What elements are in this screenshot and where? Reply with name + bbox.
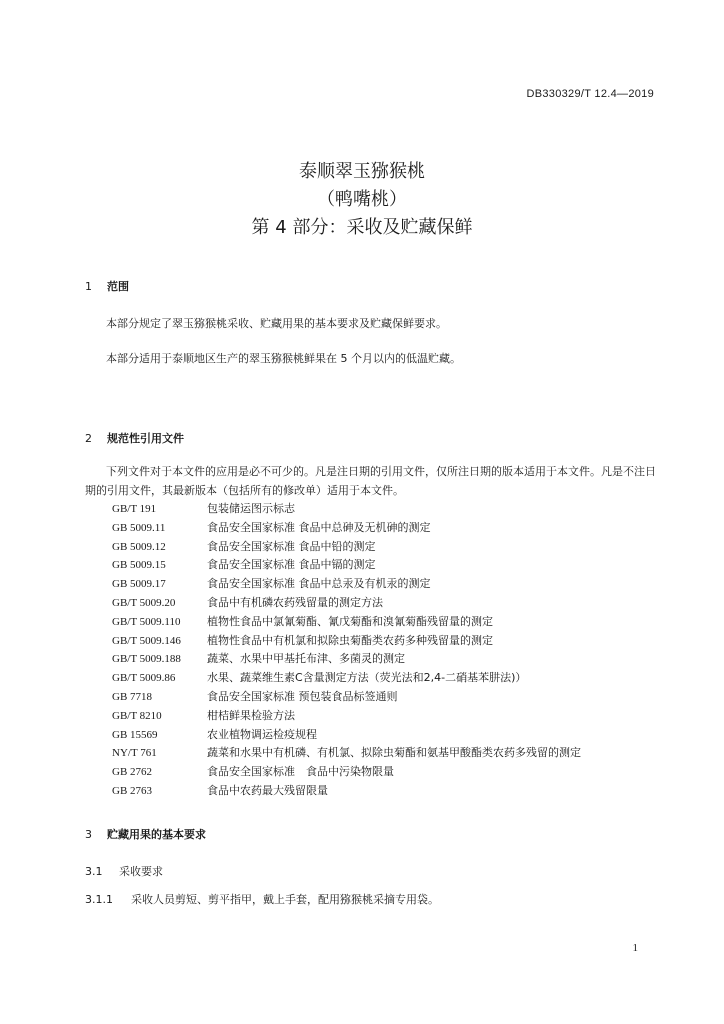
section-1-heading xyxy=(85,278,129,294)
reference-title: 食品中有机磷农药残留量的测定方法 xyxy=(207,595,383,609)
reference-code: GB/T 5009.110 xyxy=(112,615,181,628)
reference-title: 食品安全国家标准 预包装食品标签通则 xyxy=(207,689,398,703)
reference-row xyxy=(112,613,581,632)
document-code: DB330329/T 12.4—2019 xyxy=(526,88,654,100)
section-2-intro: 下列文件对于本文件的应用是必不可少的。凡是注日期的引用文件，仅所注日期的版本适用于本文件。凡是不注日期的引用文件，其最新版本（包括所有的修改单）适用于本文件。 xyxy=(85,465,656,497)
reference-row xyxy=(112,575,581,594)
reference-list xyxy=(112,500,581,801)
section-3-title: 贮藏用果的基本要求 xyxy=(107,828,206,841)
reference-code: GB 5009.11 xyxy=(112,521,166,534)
reference-title: 柑桔鲜果检验方法 xyxy=(207,708,295,722)
reference-row xyxy=(112,726,581,745)
reference-code: GB/T 5009.86 xyxy=(112,672,176,685)
section-1-paragraph-2: 本部分适用于泰顺地区生产的翠玉猕猴桃鲜果在 5 个月以内的低温贮藏。 xyxy=(106,352,461,365)
reference-code: NY/T 761 xyxy=(112,747,157,760)
reference-code: GB 5009.15 xyxy=(112,559,166,572)
subsection-3-1-1-text: 采收人员剪短、剪平指甲，戴上手套，配用猕猴桃采摘专用袋。 xyxy=(131,893,439,906)
reference-code: GB 15569 xyxy=(112,728,158,741)
reference-code: GB/T 5009.146 xyxy=(112,634,181,647)
reference-title: 食品安全国家标准 食品中铅的测定 xyxy=(207,539,376,553)
subsection-3-1-1-number: 3.1.1 xyxy=(85,893,113,906)
reference-code: GB 7718 xyxy=(112,690,153,703)
section-2-title: 规范性引用文件 xyxy=(107,432,184,445)
reference-code: GB 2763 xyxy=(112,784,153,797)
title-line-2: （鸭嘴桃） xyxy=(317,189,407,210)
subsection-3-1-1 xyxy=(85,891,439,907)
reference-row xyxy=(112,688,581,707)
reference-row xyxy=(112,763,581,782)
reference-code: GB/T 191 xyxy=(112,503,157,515)
reference-row xyxy=(112,594,581,613)
reference-title: 水果、蔬菜维生素C含量测定方法（荧光法和2,4-二硝基苯肼法)） xyxy=(207,671,527,685)
reference-row xyxy=(112,500,581,519)
reference-code: GB/T 8210 xyxy=(112,709,162,722)
reference-row xyxy=(112,782,581,801)
section-3-number: 3 xyxy=(85,828,92,841)
reference-row xyxy=(112,744,581,763)
reference-row xyxy=(112,707,581,726)
reference-code: GB 2762 xyxy=(112,766,153,779)
reference-code: GB/T 5009.20 xyxy=(112,596,176,609)
title-block xyxy=(0,158,724,242)
reference-row xyxy=(112,669,581,688)
reference-code: GB 5009.12 xyxy=(112,540,166,553)
reference-title: 农业植物调运检疫规程 xyxy=(207,727,317,741)
title-line-1: 泰顺翠玉猕猴桃 xyxy=(299,161,425,182)
reference-title: 植物性食品中有机氯和拟除虫菊酯类农药多种残留量的测定 xyxy=(207,633,493,647)
reference-row xyxy=(112,632,581,651)
reference-title: 食品中农药最大残留限量 xyxy=(207,783,328,797)
reference-title: 食品安全国家标准 食品中总汞及有机汞的测定 xyxy=(207,577,431,591)
title-line-3: 第 4 部分：采收及贮藏保鲜 xyxy=(251,217,473,238)
section-1-paragraph-1: 本部分规定了翠玉猕猴桃采收、贮藏用果的基本要求及贮藏保鲜要求。 xyxy=(106,317,447,330)
reference-title: 蔬菜和水果中有机磷、有机氯、拟除虫菊酯和氨基甲酸酯类农药多残留的测定 xyxy=(207,746,581,760)
reference-code: GB 5009.17 xyxy=(112,578,166,591)
section-1-title: 范围 xyxy=(107,280,129,293)
section-2-number: 2 xyxy=(85,432,92,445)
section-3-heading xyxy=(85,826,206,842)
reference-row xyxy=(112,519,581,538)
reference-title: 蔬菜、水果中甲基托布津、多菌灵的测定 xyxy=(207,652,405,666)
reference-title: 食品安全国家标准 食品中污染物限量 xyxy=(207,765,394,779)
reference-title: 食品安全国家标准 食品中镉的测定 xyxy=(207,558,376,572)
section-1-number: 1 xyxy=(85,280,92,293)
subsection-3-1-number: 3.1 xyxy=(85,865,103,878)
reference-row xyxy=(112,650,581,669)
page-number: 1 xyxy=(632,942,638,954)
reference-title: 植物性食品中氯氰菊酯、氰戊菊酯和溴氰菊酯残留量的测定 xyxy=(207,614,493,628)
reference-title: 包装储运图示标志 xyxy=(207,502,295,515)
reference-row xyxy=(112,556,581,575)
subsection-3-1-title: 采收要求 xyxy=(119,865,163,878)
section-2-heading xyxy=(85,430,184,446)
reference-code: GB/T 5009.188 xyxy=(112,653,181,666)
subsection-3-1 xyxy=(85,863,163,879)
reference-row xyxy=(112,538,581,557)
reference-title: 食品安全国家标准 食品中总砷及无机砷的测定 xyxy=(207,520,431,534)
